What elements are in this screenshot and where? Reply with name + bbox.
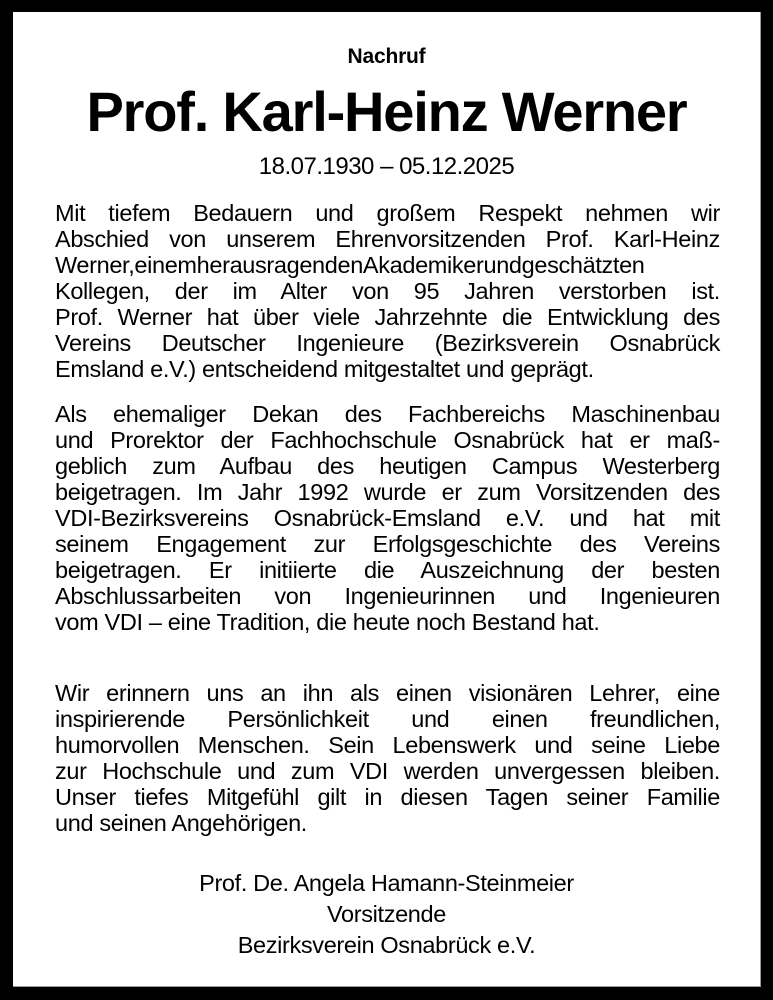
text-line: Als ehemaliger Dekan des Fachbereichs Maschinenbau bbox=[55, 401, 720, 427]
text-line: Werner,einemherausragendenAkademikerundgeschätzten bbox=[55, 252, 645, 278]
text-line: Emsland e.V.) entscheidend mitgestaltet und geprägt. bbox=[55, 356, 594, 382]
text-line: Abschlussarbeiten von Ingenieurinnen und Ingenieuren bbox=[55, 583, 720, 609]
text-line: und Prorektor der Fachhochschule Osnabrück hat er maß- bbox=[55, 427, 720, 453]
life-dates: 18.07.1930 – 05.12.2025 bbox=[258, 153, 515, 180]
text-line: seinem Engagement zur Erfolgsgeschichte des Vereins bbox=[55, 531, 720, 557]
text-line: Mit tiefem Bedauern und großem Respekt nehmen wir bbox=[55, 200, 720, 226]
text-line: beigetragen. Er initiierte die Auszeichnung der besten bbox=[55, 557, 720, 583]
text-line: Vereins Deutscher Ingenieure (Bezirksverein Osnabrück bbox=[55, 330, 720, 356]
notice-kicker: Nachruf bbox=[347, 45, 426, 68]
signature-block bbox=[13, 868, 760, 961]
text-line: Abschied von unserem Ehrenvorsitzenden Prof. Karl-Heinz bbox=[55, 226, 720, 252]
text-line: VDI-Bezirksvereins Osnabrück-Emsland e.V. und hat mit bbox=[55, 505, 720, 531]
text-line: zur Hochschule und zum VDI werden unvergessen bleiben. bbox=[55, 758, 720, 784]
signatory-role: Vorsitzende bbox=[327, 901, 446, 927]
signatory-name: Prof. De. Angela Hamann-Steinmeier bbox=[199, 870, 574, 896]
signatory-organization: Bezirksverein Osnabrück e.V. bbox=[237, 932, 536, 958]
text-line: vom VDI – eine Tradition, die heute noch Bestand hat. bbox=[55, 609, 600, 635]
text-line: und seinen Angehörigen. bbox=[55, 810, 307, 836]
paragraph-tribute bbox=[55, 200, 720, 382]
text-line: Kollegen, der im Alter von 95 Jahren verstorben ist. bbox=[55, 278, 720, 304]
text-line: Prof. Werner hat über viele Jahrzehnte die Entwicklung des bbox=[55, 304, 720, 330]
text-line: Wir erinnern uns an ihn als einen visionären Lehrer, eine bbox=[55, 680, 720, 706]
text-line: Unser tiefes Mitgefühl gilt in diesen Tagen seiner Familie bbox=[55, 784, 720, 810]
obituary-notice bbox=[13, 12, 761, 987]
deceased-name: Prof. Karl-Heinz Werner bbox=[86, 80, 687, 143]
paragraph-career bbox=[55, 401, 720, 635]
text-line: geblich zum Aufbau des heutigen Campus Westerberg bbox=[55, 453, 720, 479]
text-line: humorvollen Menschen. Sein Lebenswerk und seine Liebe bbox=[55, 732, 720, 758]
text-line: beigetragen. Im Jahr 1992 wurde er zum Vorsitzenden des bbox=[55, 479, 720, 505]
paragraph-remembrance bbox=[55, 680, 720, 836]
text-line: inspirierende Persönlichkeit und einen freundlichen, bbox=[55, 706, 720, 732]
